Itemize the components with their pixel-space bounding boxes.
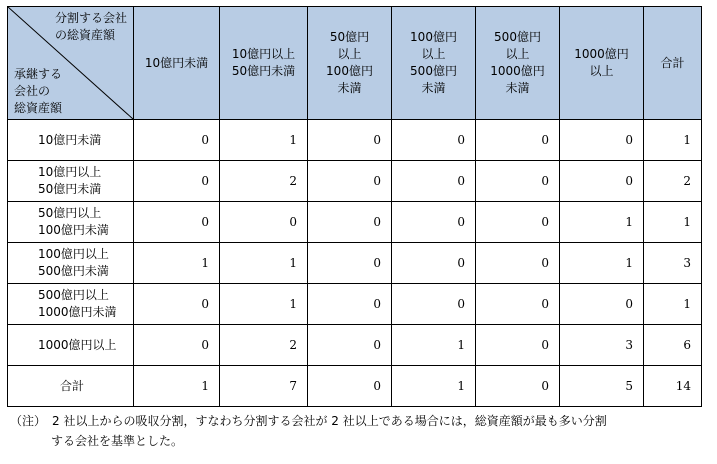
row-label-line: 50億円以上 bbox=[38, 206, 102, 220]
column-header bbox=[308, 7, 392, 120]
value-cell: 0 bbox=[476, 325, 560, 366]
value-cell: 3 bbox=[644, 243, 702, 284]
column-header-line: 1000億円 bbox=[574, 47, 629, 61]
row-label-line: 100億円以上 bbox=[38, 247, 109, 261]
value-cell: 0 bbox=[308, 325, 392, 366]
row-label bbox=[8, 325, 134, 366]
row-label-line: 10億円以上 bbox=[38, 165, 102, 179]
column-header-line: 50億円未満 bbox=[231, 64, 296, 78]
column-header-line: 500億円 bbox=[410, 64, 457, 78]
value-cell: 0 bbox=[560, 120, 644, 161]
column-header bbox=[392, 7, 476, 120]
value-cell: 0 bbox=[476, 284, 560, 325]
column-header-line: 未満 bbox=[505, 81, 530, 95]
corner-bottom-line: 承継する bbox=[14, 67, 63, 81]
value-cell: 0 bbox=[476, 366, 560, 407]
value-cell: 0 bbox=[308, 284, 392, 325]
column-header-line: 以上 bbox=[337, 47, 362, 61]
value-cell: 2 bbox=[220, 161, 308, 202]
footnote-line-1: （注） 2 社以上からの吸収分割，すなわち分割する会社が 2 社以上である場合には，総資産額が最も多い分割 bbox=[10, 414, 607, 428]
column-header-line: 500億円 bbox=[494, 30, 541, 44]
column-header-line: 合計 bbox=[660, 55, 685, 70]
column-header-line: 以上 bbox=[589, 64, 614, 78]
corner-bottom-line: 会社の bbox=[14, 84, 51, 98]
value-cell: 1 bbox=[644, 202, 702, 243]
value-cell: 0 bbox=[476, 161, 560, 202]
value-cell: 14 bbox=[644, 366, 702, 407]
value-cell: 0 bbox=[308, 243, 392, 284]
column-header-line: 50億円 bbox=[329, 30, 370, 44]
table-row bbox=[8, 284, 702, 325]
asset-crosstab-table bbox=[7, 6, 702, 407]
header-row bbox=[8, 7, 702, 120]
value-cell: 0 bbox=[134, 284, 220, 325]
total-row bbox=[8, 366, 702, 407]
value-cell: 1 bbox=[560, 202, 644, 243]
table-row bbox=[8, 325, 702, 366]
table-row bbox=[8, 120, 702, 161]
value-cell: 0 bbox=[134, 161, 220, 202]
row-label-line: 50億円未満 bbox=[38, 182, 102, 196]
value-cell: 1 bbox=[644, 284, 702, 325]
value-cell: 0 bbox=[392, 202, 476, 243]
value-cell: 1 bbox=[220, 243, 308, 284]
footnote-line-2: する会社を基準とした。 bbox=[51, 434, 184, 448]
value-cell: 0 bbox=[560, 161, 644, 202]
value-cell: 6 bbox=[644, 325, 702, 366]
value-cell: 0 bbox=[308, 161, 392, 202]
corner-bottom-label bbox=[14, 66, 62, 117]
value-cell: 1 bbox=[220, 284, 308, 325]
value-cell: 2 bbox=[644, 161, 702, 202]
value-cell: 0 bbox=[560, 284, 644, 325]
row-label bbox=[8, 366, 134, 407]
corner-header-cell bbox=[8, 7, 134, 120]
column-header bbox=[220, 7, 308, 120]
row-label-line: 10億円未満 bbox=[38, 132, 102, 147]
column-header bbox=[644, 7, 702, 120]
value-cell: 0 bbox=[134, 202, 220, 243]
column-header-line: 以上 bbox=[421, 47, 446, 61]
column-header-line: 100億円 bbox=[326, 64, 373, 78]
row-label-line: 合計 bbox=[60, 378, 85, 393]
value-cell: 0 bbox=[476, 120, 560, 161]
value-cell: 0 bbox=[134, 325, 220, 366]
value-cell: 0 bbox=[308, 366, 392, 407]
corner-bottom-line: 総資産額 bbox=[14, 101, 63, 115]
value-cell: 5 bbox=[560, 366, 644, 407]
column-header bbox=[134, 7, 220, 120]
row-label-line: 500億円未満 bbox=[38, 264, 109, 278]
column-header-line: 未満 bbox=[337, 81, 362, 95]
value-cell: 1 bbox=[392, 366, 476, 407]
value-cell: 7 bbox=[220, 366, 308, 407]
column-header-line: 100億円 bbox=[410, 30, 457, 44]
value-cell: 0 bbox=[308, 120, 392, 161]
column-header-line: 未満 bbox=[421, 81, 446, 95]
footnote bbox=[10, 411, 710, 451]
row-label-line: 1000億円未満 bbox=[38, 305, 117, 319]
value-cell: 0 bbox=[134, 120, 220, 161]
value-cell: 0 bbox=[308, 202, 392, 243]
corner-top-line: の総資産額 bbox=[54, 28, 115, 42]
value-cell: 1 bbox=[134, 366, 220, 407]
column-header-line: 以上 bbox=[505, 47, 530, 61]
value-cell: 0 bbox=[392, 120, 476, 161]
column-header bbox=[476, 7, 560, 120]
row-label bbox=[8, 202, 134, 243]
row-label bbox=[8, 120, 134, 161]
row-label bbox=[8, 243, 134, 284]
value-cell: 1 bbox=[560, 243, 644, 284]
table-row bbox=[8, 202, 702, 243]
value-cell: 0 bbox=[392, 243, 476, 284]
corner-top-label bbox=[55, 10, 127, 44]
row-label-line: 500億円以上 bbox=[38, 288, 109, 302]
value-cell: 0 bbox=[476, 202, 560, 243]
value-cell: 1 bbox=[134, 243, 220, 284]
value-cell: 1 bbox=[392, 325, 476, 366]
value-cell: 2 bbox=[220, 325, 308, 366]
table-body bbox=[8, 120, 702, 407]
table-row bbox=[8, 243, 702, 284]
value-cell: 0 bbox=[392, 284, 476, 325]
table-row bbox=[8, 161, 702, 202]
value-cell: 0 bbox=[476, 243, 560, 284]
column-header-line: 10億円未満 bbox=[144, 55, 209, 70]
value-cell: 0 bbox=[220, 202, 308, 243]
value-cell: 1 bbox=[220, 120, 308, 161]
column-header bbox=[560, 7, 644, 120]
row-label bbox=[8, 284, 134, 325]
value-cell: 1 bbox=[644, 120, 702, 161]
column-header-line: 10億円以上 bbox=[231, 47, 296, 61]
row-label-line: 1000億円以上 bbox=[38, 337, 117, 352]
value-cell: 0 bbox=[392, 161, 476, 202]
row-label-line: 100億円未満 bbox=[38, 223, 109, 237]
corner-top-line: 分割する会社 bbox=[54, 11, 127, 25]
row-label bbox=[8, 161, 134, 202]
column-header-line: 1000億円 bbox=[490, 64, 545, 78]
value-cell: 3 bbox=[560, 325, 644, 366]
